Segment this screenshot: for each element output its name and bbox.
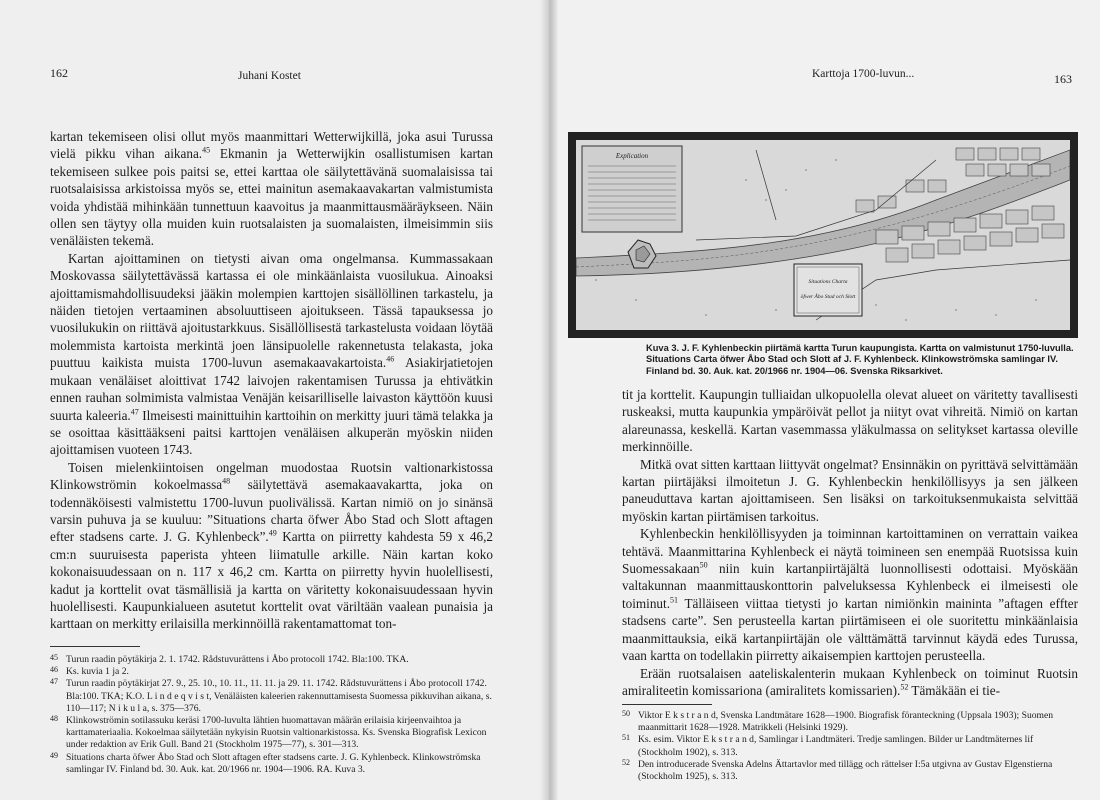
map-cartouche-line2: öfwer Åbo Stad och Slott — [800, 294, 856, 300]
footnote-ref: 51 — [670, 595, 678, 605]
figure-caption: Kuva 3. J. F. Kyhlenbeckin piirtämä kartta Turun kaupungista. Kartta on valmistunut 1750-luvulla. Situations Carta öfwer Åbo Stad och Slott af J. F. Kyhlenbeck. Klinkowströmska samlingar IV. Finland bd. 30. Auk. kat. 20/1966 nr. 1904—06. Svenska Riksarkivet. — [646, 343, 1074, 376]
paragraph: Kyhlenbeckin henkilöllisyyden ja toiminnan kartoittaminen on verrattain vaikea tehtävä. Maanmittarina Kyhlenbeck ei näytä toimineen sen enempää Ruotsissa kuin Suomessakaan$^{50}$ niin kuin kartanpiirtäjältä luonnollisesti odottaisi. Myöskään valtakunnan maanmittauskonttorin palveluksessa Kyhlenbeck ei ilmeisesti ole toiminut.$^{51}$ Tälläiseen viittaa tietysti jo kartan nimiönkin maininta ”aftagen effter stadsens carte”. Sen perusteella kartan piirtämiseen ei ole suoritettu minkäänlaisia maanmittauksia, eikä kartanpiirtäjän ole välttämättä tarvinnut käydä edes Turussa, vaan kartta on todellakin piirretty aikaisempien karttojen perusteella. — [622, 526, 1078, 664]
right-page-number: 163 — [1054, 72, 1072, 86]
footnote: 51 Ks. esim. Viktor E k s t r a n d, Samlingar i Landtmäteri. Tredje samlingen. Bilder ur Landtmäternes lif (Stockholm 1902), s. 313. — [622, 733, 1034, 758]
footnote: 52 Den introducerade Svenska Adelns Ättartavlor med tillägg och rättelser I:5a utgivna av Gustav Elgenstierna (Stockholm 1925), s. 313. — [622, 757, 1053, 783]
footnote-ref: 52 — [900, 682, 909, 692]
paragraph: Erään ruotsalaisen aateliskalenterin mukaan Kyhlenbeck on toiminut Ruotsin amiraliteetin komissariona (amiralitets komissarien).$^{52}$ Tämäkään ei tie- — [622, 665, 1078, 698]
footnote-rule — [622, 704, 712, 705]
footnote: 48 Klinkowströmin sotilassuku keräsi 1700-luvulta lähtien huomattavan määrän erilaisia kirjeenvaihtoa ja karttamateriaalia. Kokoelmaa säilytetään nykyisin Ruotsin valtionarkistossa. Ks. Svenska Biografisk Lexicon under redaktion av Erik Gull. Band 21 (Stockholm 1975—77), s. 301—313. — [50, 714, 487, 751]
footnote-ref: 47 — [130, 407, 139, 417]
historical-town-map — [576, 140, 1070, 330]
footnote: 47 Turun raadin pöytäkirjat 27. 9., 25. 10., 10. 11., 11. 11. ja 29. 11. 1742. Rådstuvurättens i Åbo protocoll 1742. Bla:100. TKA; K.O. L i n d e q v i s t, Venäläisten kaleerien rakennuttamisesta Suomessa pikkuvihan aikana, s. 110—117; N i k u l a, s. 375—376. — [50, 677, 492, 714]
footnote: 46 Ks. kuvia 1 ja 2. — [50, 665, 129, 678]
map-cartouche-line1: Situations Charta — [808, 279, 848, 285]
right-body-text — [622, 386, 1078, 699]
footnote-ref: 49 — [268, 528, 277, 538]
left-body-text — [50, 128, 493, 633]
paragraph: kartan tekemiseen olisi ollut myös maanmittari Wetterwijkillä, joka asui Turussa vielä pikku vihan aikana.$^{45}$ Ekmanin ja Wetterwijkin osallistumisen kartan tekemiseen sulkee pois paitsi se, ettei karttaa ole säilytettävänä suomalaisissa tai ruotsalaisissa arkistoissa myös se, ettei mainitun asemakaavakartan valmistumista voida yhdistää mihinkään tunnettuun kaavoitus ja maanmittausmääräykseen. Näin ollen sen täytyy olla muiden kuin ruotsalaisten ja suomalaisten, ilmeisimmin siis venäläisten tekemä. — [50, 129, 493, 249]
footnote-rule — [50, 646, 140, 647]
footnote-ref: 50 — [699, 560, 708, 570]
footnote: 49 Situations charta öfwer Åbo Stad och Slott aftagen efter stadsens carte. J. G. Kyhlenbeck. Klinkowströmska samlingar IV. Finland bd. 30. Auk. kat. 20/1966 nr. 1904—1906. RA. Kuva 3. — [50, 750, 481, 775]
map-figure — [568, 132, 1078, 338]
left-page-number: 162 — [50, 66, 68, 80]
footnote-ref: 46 — [386, 354, 395, 364]
book-gutter — [540, 0, 558, 800]
paragraph: Toisen mielenkiintoisen ongelman muodostaa Ruotsin valtionarkistossa Klinkowströmin kokoelmassa$^{48}$ säilytettävä asemakaavakartta, joka on todennäköisesti valmistettu 1700-luvun puolivälissä. Kartan nimiö on jo sinänsä varsin puhuva ja se kuuluu: ”Situations charta öfwer Åbo Stad och Slott aftagen efter stadsens carte. J. G. Kyhlenbeck”.$^{49}$ Kartta on piirretty kahdesta 59 x 46,2 cm:n suuruisesta paperista yhteen liimatulle arkille. Näin kartan koko kokonaisuudessaan on n. 117 x 46,2 cm. Kartta on piirretty hyvin huolellisesti, kadut ja korttelit ovat täsmällisiä ja kartta on väritetty kokonaisuudessaan hyvin huolellisesti. Kaupunkialueen asutetut korttelit ovat väriltään vaalean punaisia ja karttaan on merkitty erilaisilla merkinnöillä rakentamattomat ton- — [50, 459, 493, 632]
left-footnotes — [50, 654, 493, 776]
footnote: 50 Viktor E k s t r a n d, Svenska Landtmätare 1628—1900. Biografisk föranteckning (Uppsala 1903); Suomen maanmittarit 1628—1928. Matrikkeli (Helsinki 1929). — [622, 709, 1054, 734]
footnote-ref: 48 — [222, 476, 231, 486]
map-legend-heading: Explication — [615, 152, 649, 160]
paragraph: Kartan ajoittaminen on tietysti aivan oma ongelmansa. Kummassakaan Moskovassa säilytettävässä kartassa ei ole minkäänlaista vuosilukua. Ainoaksi ajoittamismahdollisuudeksi jääkin molempien karttojen sisällöllinen tarkastelu, ja näiden tietojen vertaaminen absoluuttiseen ajoitukseen. Tässä tapauksessa jo vuosilukukin on riittävä ajoitustarkkuus. Sisällöllisestä tarkastelusta voidaan löytää molemmista kartoista merkintä joen länsipuolelle rakennetusta telakasta, joka puuttuu kaikista muista 1700-luvun asemakaavakartoista.$^{46}$ Asiakirjatietojen mukaan venäläiset aloittivat 1742 laivojen rakentamisen Turussa ja ehtivätkin ennen rauhan solmimista valmistaa Venäjän keisarilliselle laivaston käyttöön kuusi suurta kaleeria.$^{47}$ Ilmeisesti mainittuihin karttoihin on merkitty juuri tämä telakka ja se osoittaa käsittääkseni paitsi karttojen venäläisen alkuperän myöskin niiden ajoittamisen vuoteen 1743. — [50, 250, 493, 458]
left-running-head: Juhani Kostet — [238, 70, 301, 82]
footnote: 45 Turun raadin pöytäkirja 2. 1. 1742. Rådstuvurättens i Åbo protocoll 1742. Bla:100. TKA. — [50, 653, 409, 665]
right-running-head: Karttoja 1700-luvun... — [812, 68, 915, 80]
paragraph: tit ja korttelit. Kaupungin tulliaidan ulkopuolella olevat alueet on väritetty tavallisesti ruskeaksi, mutta kaupunkia ympäröivät pellot ja niityt ovat vihreitä. Nimiö on kartan alareunassa, keskellä. Kartan vasemmassa yläkulmassa on selitykset kartassa oleville merkinnöille. — [622, 387, 1078, 455]
footnote-ref: 45 — [202, 146, 211, 156]
right-footnotes — [622, 710, 1078, 783]
paragraph: Mitkä ovat sitten karttaan liittyvät ongelmat? Ensinnäkin on pyrittävä selvittämään kartan piirtäjäksi ilmoitetun J. G. Kyhlenbeckin henkilöllisyys ja sen jälkeen paneuduttava kartan ajoittamiseen. Sen lisäksi on tarkoituksenmukaista selvittää myöskin kartan piirtämisen tarkoitus. — [622, 456, 1078, 524]
